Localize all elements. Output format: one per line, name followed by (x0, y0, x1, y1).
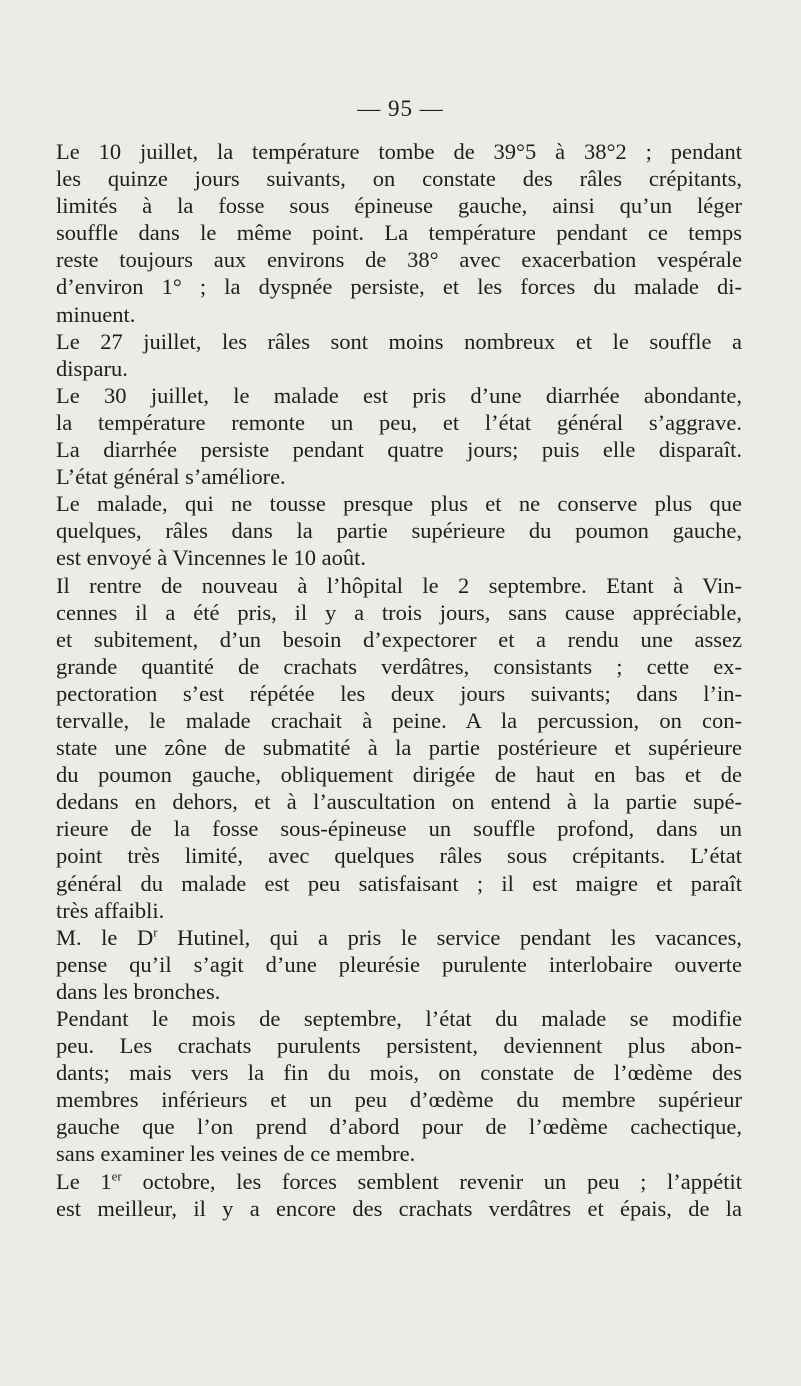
text-line: est envoyé à Vincennes le 10 août. (56, 545, 367, 571)
text-line: gauche que l’on prend d’abord pour de l’œdème cachectique, (56, 1114, 742, 1140)
text-line: pectoration s’est répétée les deux jours suivants; dans l’in- (56, 680, 742, 706)
paragraph-5 (56, 490, 742, 571)
text-line: grande quantité de crachats verdâtres, consistants ; cette ex- (56, 653, 742, 679)
text-line: souffle dans le même point. La température pendant ce temps (56, 220, 742, 246)
paragraph-3 (56, 382, 742, 436)
text-line: du poumon gauche, obliquement dirigée de haut en bas et de (56, 762, 742, 788)
text-line: sans examiner les veines de ce membre. (56, 1141, 416, 1167)
text-line: très affaibli. (56, 897, 165, 923)
text-fragment: Hutinel, qui a pris le service pendant les vacances, (177, 924, 742, 950)
text-line: pense qu’il s’agit d’une pleurésie purulente interlobaire ouverte (56, 951, 742, 977)
text-line: Le 30 juillet, le malade est pris d’une diarrhée abondante, (56, 382, 742, 408)
text-line: Le malade, qui ne tousse presque plus et ne conserve plus que (56, 491, 742, 517)
text-line: disparu. (56, 355, 128, 381)
text-line: Pendant le mois de septembre, l’état du malade se modifie (56, 1006, 742, 1031)
text-line: L’état général s’améliore. (56, 464, 286, 490)
text-line: tervalle, le malade crachait à peine. A la percussion, on con- (56, 707, 742, 733)
text-line: général du malade est peu satisfaisant ; il est maigre et paraît (56, 870, 742, 896)
superscript: r (153, 924, 158, 940)
text-line: peu. Les crachats purulents persistent, deviennent plus abon- (56, 1033, 742, 1059)
text-fragment: octobre, les forces semblent revenir un peu ; l’appétit (142, 1168, 742, 1194)
text-line: est meilleur, il y a encore des crachats verdâtres et épais, de la (56, 1195, 742, 1221)
text-line (56, 1168, 742, 1195)
text-line: Le 27 juillet, les râles sont moins nombreux et le souffle a (56, 328, 742, 354)
body-text (56, 138, 742, 1222)
text-line: d’environ 1° ; la dyspnée persiste, et les forces du malade di- (56, 274, 742, 300)
paragraph-9 (56, 1168, 742, 1222)
text-line: quelques, râles dans la partie supérieure du poumon gauche, (56, 518, 742, 544)
text-line: et subitement, d’un besoin d’expectorer et a rendu une assez (56, 626, 742, 652)
text-line: point très limité, avec quelques râles sous crépitants. L’état (56, 843, 742, 869)
paragraph-6 (56, 572, 742, 924)
paragraph-4 (56, 436, 742, 490)
superscript: er (111, 1168, 122, 1184)
text-line: membres inférieurs et un peu d’œdème du membre supérieur (56, 1087, 742, 1113)
text-line: Il rentre de nouveau à l’hôpital le 2 septembre. Etant à Vin- (56, 572, 742, 598)
text-line: dedans en dehors, et à l’auscultation on entend à la partie supé- (56, 789, 742, 815)
text-line: La diarrhée persiste pendant quatre jours; puis elle disparaît. (56, 437, 742, 463)
text-line (56, 924, 742, 951)
text-line: reste toujours aux environs de 38° avec exacerbation vespérale (56, 247, 742, 273)
text-line: cennes il a été pris, il y a trois jours, sans cause appréciable, (56, 599, 742, 625)
paragraph-1 (56, 138, 742, 328)
text-line: dans les bronches. (56, 978, 221, 1004)
text-line: minuent. (56, 301, 136, 327)
text-line: la température remonte un peu, et l’état général s’aggrave. (56, 409, 742, 435)
text-line: limités à la fosse sous épineuse gauche, ainsi qu’un léger (56, 193, 742, 219)
text-line: Le 10 juillet, la température tombe de 39°5 à 38°2 ; pendant (56, 139, 742, 164)
text-fragment: M. le D (56, 924, 154, 950)
page-number: — 95 — (357, 96, 444, 121)
paragraph-8 (56, 1005, 742, 1168)
text-line: rieure de la fosse sous-épineuse un souffle profond, dans un (56, 816, 742, 842)
text-line: les quinze jours suivants, on constate des râles crépitants, (56, 166, 742, 192)
paragraph-7 (56, 924, 742, 1005)
text-line: state une zône de submatité à la partie postérieure et supérieure (56, 735, 742, 761)
paragraph-2 (56, 328, 742, 382)
text-fragment: Le 1 (56, 1168, 112, 1194)
text-line: dants; mais vers la fin du mois, on constate de l’œdème des (56, 1060, 742, 1086)
